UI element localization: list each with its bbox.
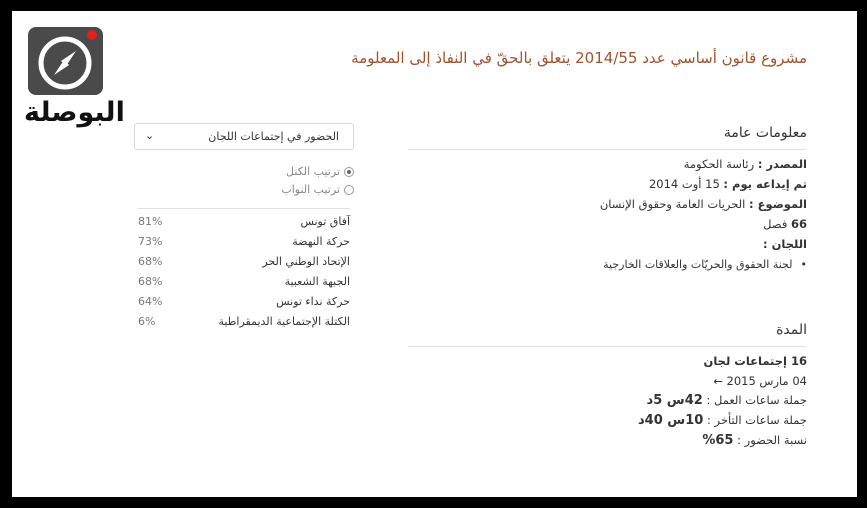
sort-by-deputies-radio[interactable]: [281, 183, 354, 196]
bloc-percentage: 6%: [138, 315, 156, 328]
page: [12, 11, 857, 497]
bloc-name: الإتحاد الوطني الحر: [262, 255, 350, 268]
chapters-row: [763, 217, 807, 231]
bloc-percentage: 73%: [138, 235, 163, 248]
source-value: رئاسة الحكومة: [683, 157, 755, 171]
topic-row: [600, 197, 807, 211]
filed-label: تم إيداعه يوم :: [723, 177, 807, 191]
divider: [408, 346, 806, 347]
divider: [408, 149, 806, 150]
meetings-count: 16 إجتماعات لجان: [703, 354, 807, 368]
bloc-name: الكتلة الإجتماعية الديمقراطية: [218, 315, 350, 328]
delay-hours-label: جملة ساعات التأخر :: [706, 413, 807, 427]
compass-icon: [28, 27, 103, 95]
bloc-row[interactable]: [138, 295, 350, 314]
committee-link[interactable]: • لجنة الحقوق والحريّات والعلاقات الخارجية: [603, 258, 807, 271]
stat-select-value: الحضور في إجتماعات اللجان: [208, 130, 339, 143]
meeting-date-row[interactable]: [713, 374, 807, 388]
bloc-name: الجبهة الشعبية: [284, 275, 350, 288]
chapters-count: 66: [790, 217, 807, 231]
source-label: المصدر :: [757, 157, 807, 171]
bloc-row[interactable]: [138, 315, 350, 334]
bloc-percentage: 68%: [138, 275, 163, 288]
bloc-name: حركة نداء تونس: [276, 295, 350, 308]
meeting-date: 04 مارس 2015: [726, 374, 807, 388]
sort-by-deputies-label: ترتيب النواب: [281, 183, 340, 196]
chevron-down-icon: ⌄: [145, 129, 155, 142]
delay-hours-value: 10س 40د: [637, 413, 704, 428]
duration-heading: المدة: [776, 322, 807, 338]
bloc-name: حركة النهضة: [292, 235, 350, 248]
topic-label: الموضوع :: [749, 197, 807, 211]
chapters-label: فصل: [763, 217, 788, 231]
filed-value: 15 أوت 2014: [648, 177, 720, 191]
work-hours-row: [647, 393, 807, 408]
bloc-row[interactable]: [138, 235, 350, 254]
attendance-value: 65%: [702, 433, 734, 448]
arrow-left-icon: ←: [713, 374, 723, 388]
stat-select[interactable]: [134, 123, 354, 150]
logo-wordmark: البوصلة: [24, 97, 125, 128]
page-title: مشروع قانون أساسي عدد 2014/55 يتعلق بالحقّ في النفاذ إلى المعلومة: [351, 49, 807, 67]
sort-by-blocs-radio[interactable]: [286, 165, 354, 178]
divider: [138, 208, 350, 209]
bloc-percentage: 81%: [138, 215, 163, 228]
logo-tile[interactable]: [28, 27, 103, 95]
radio-checked-icon: [344, 167, 354, 177]
work-hours-label: جملة ساعات العمل :: [706, 393, 807, 407]
delay-hours-row: [638, 413, 807, 428]
radio-unchecked-icon: [344, 185, 354, 195]
bloc-percentage: 64%: [138, 295, 163, 308]
work-hours-value: 42س 5د: [646, 393, 703, 408]
bloc-name: آفاق تونس: [300, 215, 350, 228]
bloc-row[interactable]: [138, 275, 350, 294]
general-info-heading: معلومات عامة: [723, 125, 807, 141]
filed-row: [649, 177, 807, 191]
attendance-row: [702, 433, 807, 448]
sort-by-blocs-label: ترتيب الكتل: [286, 165, 340, 178]
attendance-label: نسبة الحضور :: [737, 433, 807, 447]
committees-label: اللجان :: [763, 237, 807, 251]
source-row: [684, 157, 807, 171]
bloc-row[interactable]: [138, 255, 350, 274]
bloc-row[interactable]: [138, 215, 350, 234]
topic-value: الحريات العامة وحقوق الإنسان: [599, 197, 746, 211]
bloc-percentage: 68%: [138, 255, 163, 268]
